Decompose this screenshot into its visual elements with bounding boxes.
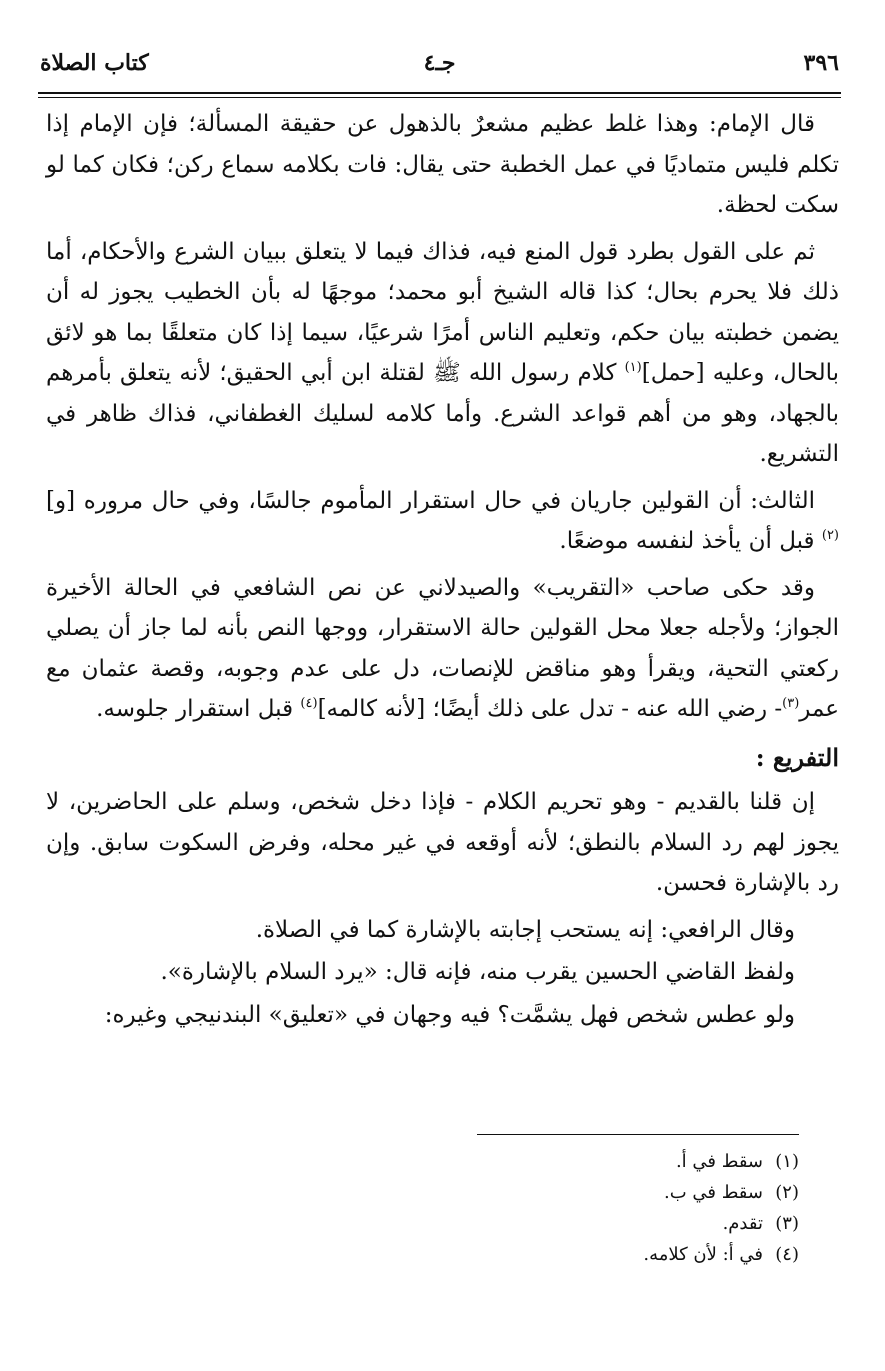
page-header bbox=[40, 44, 839, 84]
paragraph-7: ولفظ القاضي الحسين يقرب منه، فإنه قال: «يرد السلام بالإشارة». bbox=[160, 959, 795, 985]
footnote-ref-1: (١) bbox=[624, 360, 642, 375]
paragraph-1: قال الإمام: وهذا غلط عظيم مشعرٌ بالذهول عن حقيقة المسألة؛ فإن الإمام إذا تكلم فليس متماديًا في عمل الخطبة حتى يقال: فات بكلامه سماع ركن؛ فكان كما لو سكت لحظة. bbox=[46, 111, 839, 218]
footnote-number: (٢) bbox=[775, 1182, 799, 1203]
paragraph-3-part-a: الثالث: أن القولين جاريان في حال استقرار المأموم جالسًا، وفي حال مروره [و] bbox=[46, 487, 815, 514]
paragraph-2-part-b: كلام رسول الله ﷺ لقتلة ابن أبي الحقيق؛ لأنه يتعلق بأمرهم بالجهاد، وهو من أهم قواعد الشرع. وأما كلامه لسليك الغطفاني، فذاك ظاهر في التشريع. bbox=[46, 360, 839, 467]
footnote-text: سقط في أ. bbox=[675, 1151, 763, 1172]
footnote-2 bbox=[299, 1177, 799, 1208]
paragraph-4-part-b: - رضي الله عنه - تدل على ذلك أيضًا؛ [لأنه كالمه] bbox=[317, 696, 783, 722]
paragraph-3-part-b: قبل أن يأخذ لنفسه موضعًا. bbox=[559, 528, 822, 554]
footnote-ref-4: (٤) bbox=[300, 696, 318, 711]
page-number: ٣٩٦ bbox=[803, 50, 839, 76]
section-heading: التفريع : bbox=[755, 742, 839, 772]
paragraph-5: إن قلنا بالقديم - وهو تحريم الكلام - فإذا دخل شخص، وسلم على الحاضرين، لا يجوز لهم رد السلام بالنطق؛ لأنه أوقعه في غير محله، وفرض السكوت سابق. وإن رد بالإشارة فحسن. bbox=[46, 789, 839, 896]
footnote-number: (١) bbox=[775, 1151, 799, 1172]
main-text bbox=[46, 104, 839, 1037]
footnote-number: (٣) bbox=[775, 1213, 799, 1234]
footnote-ref-3: (٣) bbox=[782, 696, 800, 711]
paragraph-4-part-c: قبل استقرار جلوسه. bbox=[96, 696, 301, 722]
footnote-text: تقدم. bbox=[722, 1213, 763, 1234]
paragraph-2 bbox=[46, 232, 839, 475]
footnote-rule bbox=[477, 1134, 799, 1135]
paragraph-3 bbox=[46, 481, 839, 562]
paragraph-8: ولو عطس شخص فهل يشمَّت؟ فيه وجهان في «تعليق» البندنيجي وغيره: bbox=[104, 1001, 795, 1028]
footnote-1 bbox=[299, 1146, 799, 1177]
book-title: كتاب الصلاة bbox=[40, 50, 149, 76]
footnote-3 bbox=[299, 1208, 799, 1239]
footnote-text: في أ: لأن كلامه. bbox=[643, 1244, 763, 1265]
volume-label: جـ٤ bbox=[423, 50, 456, 76]
paragraph-6: وقال الرافعي: إنه يستحب إجابته بالإشارة كما في الصلاة. bbox=[255, 916, 795, 943]
footnote-4 bbox=[299, 1239, 799, 1270]
footnote-ref-2: (٢) bbox=[821, 528, 839, 543]
footnotes bbox=[299, 1146, 799, 1270]
paragraph-4-part-a: وقد حكى صاحب «التقريب» والصيدلاني عن نص الشافعي في الحالة الأخيرة الجواز؛ ولأجله جعلا محل القولين حالة الاستقرار، ووجها النص بأنه لما جاز أن يصلي ركعتي التحية، ويقرأ وهو مناقض للإنصات، دل على عدم وجوبه، وقصة عثمان مع عمر bbox=[46, 574, 839, 722]
header-rule bbox=[38, 92, 841, 98]
footnote-number: (٤) bbox=[775, 1244, 799, 1265]
paragraph-4 bbox=[46, 568, 839, 730]
paragraph-2-part-a: ثم على القول بطرد قول المنع فيه، فذاك فيما لا يتعلق ببيان الشرع والأحكام، أما ذلك فلا يحرم بحال؛ كذا قاله الشيخ أبو محمد؛ موجهًا له بأن الخطيب يجوز له أن يضمن خطبته بيان حكم، وتعليم الناس أمرًا شرعيًا، سيما إذا كان متعلقًا بما هو لائق بالحال، وعليه [حمل] bbox=[46, 238, 839, 386]
footnote-text: سقط في ب. bbox=[664, 1182, 763, 1203]
